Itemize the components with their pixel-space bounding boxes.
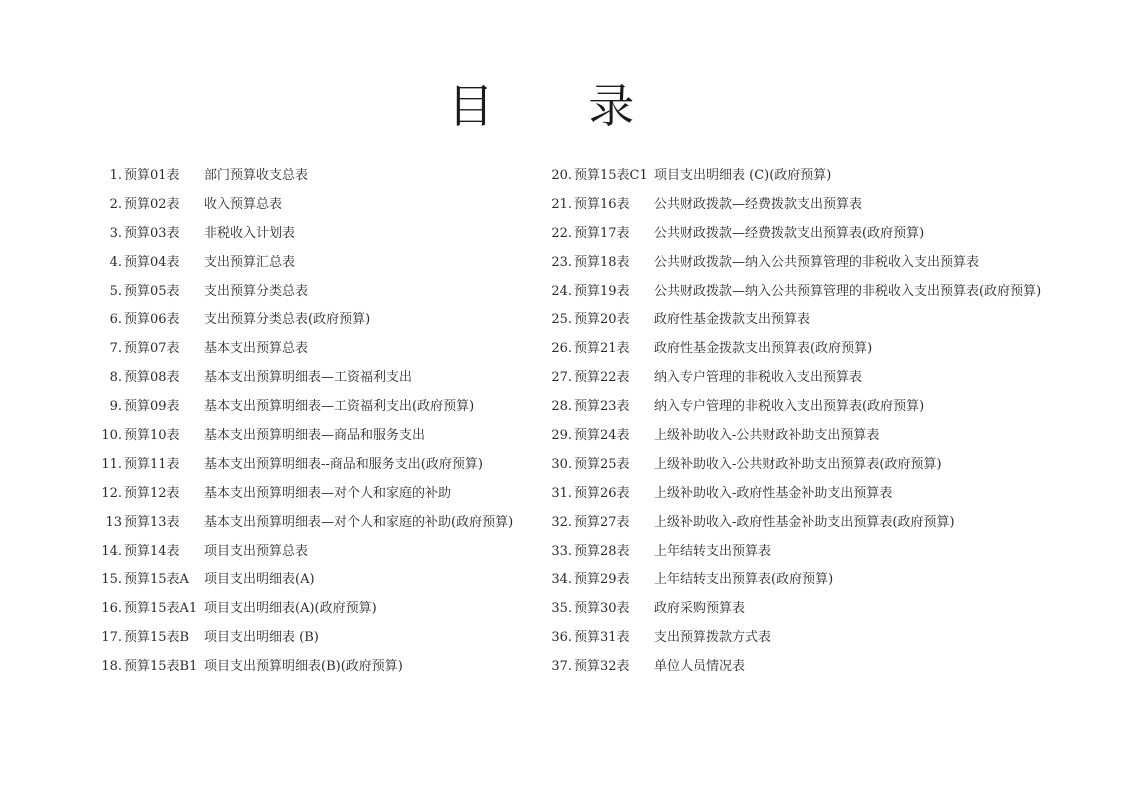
toc-table-title: 支出预算拨款方式表 bbox=[654, 630, 772, 646]
toc-table-title: 纳入专户管理的非税收入支出预算表(政府预算) bbox=[654, 399, 925, 415]
toc-entry bbox=[548, 364, 1041, 393]
toc-table-code: 预算15表C1 bbox=[574, 168, 648, 183]
toc-table-code: 预算26表 bbox=[574, 485, 630, 501]
toc-table-code: 预算31表 bbox=[574, 630, 630, 646]
toc-number: 2. bbox=[109, 196, 122, 212]
toc-entry bbox=[548, 422, 1041, 451]
toc-number: 24. bbox=[551, 283, 572, 299]
toc-table-code: 预算08表 bbox=[124, 370, 180, 386]
toc-number: 5. bbox=[109, 283, 122, 299]
toc-table-title: 支出预算汇总表 bbox=[204, 254, 296, 270]
toc-entry bbox=[97, 566, 513, 595]
toc-table-code: 预算14表 bbox=[124, 543, 180, 559]
toc-table-title: 政府性基金拨款支出预算表(政府预算) bbox=[654, 341, 873, 357]
toc-number: 4. bbox=[109, 254, 122, 270]
toc-entry bbox=[548, 653, 1041, 682]
toc-table-title: 项目支出明细表 (B) bbox=[204, 630, 319, 646]
toc-table-title: 基本支出预算明细表—工资福利支出(政府预算) bbox=[204, 399, 475, 415]
toc-table-code: 预算02表 bbox=[124, 196, 180, 212]
toc-entry bbox=[97, 422, 513, 451]
toc-table-title: 基本支出预算明细表—商品和服务支出 bbox=[204, 428, 426, 444]
toc-table-title: 收入预算总表 bbox=[204, 196, 283, 212]
toc-table-title: 基本支出预算明细表--商品和服务支出(政府预算) bbox=[204, 456, 483, 472]
toc-entry bbox=[548, 509, 1041, 538]
toc-entry bbox=[97, 335, 513, 364]
toc-table-code: 预算23表 bbox=[574, 399, 630, 415]
toc-entry bbox=[548, 624, 1041, 653]
toc-table-code: 预算27表 bbox=[574, 514, 630, 530]
toc-table-code: 预算15表B bbox=[124, 630, 190, 646]
toc-number: 22. bbox=[551, 225, 572, 241]
toc-table-code: 预算13表 bbox=[124, 514, 180, 530]
toc-table-title: 非税收入计划表 bbox=[204, 225, 296, 241]
toc-table-title: 单位人员情况表 bbox=[654, 659, 746, 675]
toc-table-code: 预算20表 bbox=[574, 312, 630, 328]
toc-table-title: 项目支出明细表(A) bbox=[204, 572, 315, 588]
toc-number: 13 bbox=[105, 514, 122, 530]
toc-number: 3. bbox=[109, 225, 122, 241]
toc-table-code: 预算22表 bbox=[574, 370, 630, 386]
toc-table-code: 预算30表 bbox=[574, 601, 630, 617]
toc-table-code: 预算24表 bbox=[574, 428, 630, 444]
toc-entry bbox=[97, 451, 513, 480]
toc-table-title: 上级补助收入-公共财政补助支出预算表(政府预算) bbox=[654, 456, 942, 472]
toc-table-code: 预算01表 bbox=[124, 168, 180, 183]
toc-table-title: 上年结转支出预算表(政府预算) bbox=[654, 572, 834, 588]
toc-number: 18. bbox=[101, 659, 122, 675]
toc-table-code: 预算12表 bbox=[124, 485, 180, 501]
toc-number: 29. bbox=[551, 428, 572, 444]
toc-number: 7. bbox=[109, 341, 122, 357]
toc-number: 32. bbox=[551, 514, 572, 530]
toc-number: 17. bbox=[101, 630, 122, 646]
toc-table-code: 预算15表A bbox=[124, 572, 189, 588]
toc-entry bbox=[548, 335, 1041, 364]
toc-entry bbox=[97, 162, 513, 191]
toc-number: 26. bbox=[551, 341, 572, 357]
toc-number: 34. bbox=[551, 572, 572, 588]
toc-table-title: 基本支出预算总表 bbox=[204, 341, 309, 357]
toc-table-title: 政府采购预算表 bbox=[654, 601, 746, 617]
toc-table-title: 上级补助收入-政府性基金补助支出预算表(政府预算) bbox=[654, 514, 955, 530]
toc-table-title: 纳入专户管理的非税收入支出预算表 bbox=[654, 370, 863, 386]
toc-table-title: 项目支出明细表(A)(政府预算) bbox=[204, 601, 377, 617]
toc-number: 11. bbox=[101, 456, 122, 472]
toc-table-code: 预算18表 bbox=[574, 254, 630, 270]
toc-table-code: 预算10表 bbox=[124, 428, 180, 444]
toc-entry bbox=[548, 249, 1041, 278]
toc-table-title: 项目支出明细表 (C)(政府预算) bbox=[654, 168, 832, 183]
toc-number: 20. bbox=[551, 168, 572, 183]
toc-entry bbox=[97, 191, 513, 220]
toc-number: 31. bbox=[551, 485, 572, 501]
toc-table-code: 预算15表A1 bbox=[124, 601, 198, 617]
toc-number: 8. bbox=[109, 370, 122, 386]
toc-table-title: 公共财政拨款—纳入公共预算管理的非税收入支出预算表(政府预算) bbox=[654, 283, 1042, 299]
toc-table-code: 预算11表 bbox=[124, 456, 180, 472]
toc-entry bbox=[97, 393, 513, 422]
toc-table-code: 预算09表 bbox=[124, 399, 180, 415]
toc-number: 15. bbox=[101, 572, 122, 588]
toc-table-code: 预算16表 bbox=[574, 196, 630, 212]
toc-table-title: 项目支出预算明细表(B)(政府预算) bbox=[204, 659, 403, 675]
toc-entry bbox=[548, 306, 1041, 335]
toc-number: 30. bbox=[551, 456, 572, 472]
toc-number: 14. bbox=[101, 543, 122, 559]
toc-table-title: 支出预算分类总表 bbox=[204, 283, 309, 299]
toc-entry bbox=[97, 306, 513, 335]
toc-table-code: 预算07表 bbox=[124, 341, 180, 357]
toc-table-code: 预算06表 bbox=[124, 312, 180, 328]
toc-table-code: 预算32表 bbox=[574, 659, 630, 675]
toc-entry bbox=[97, 480, 513, 509]
toc-number: 21. bbox=[551, 196, 572, 212]
toc-table-title: 上级补助收入-政府性基金补助支出预算表 bbox=[654, 485, 893, 501]
toc-table-title: 基本支出预算明细表—对个人和家庭的补助 bbox=[204, 485, 452, 501]
toc-table-title: 公共财政拨款—经费拨款支出预算表(政府预算) bbox=[654, 225, 925, 241]
toc-entry bbox=[548, 451, 1041, 480]
toc-left-column bbox=[97, 162, 513, 682]
toc-entry bbox=[97, 595, 513, 624]
toc-table-code: 预算03表 bbox=[124, 225, 180, 241]
toc-table-code: 预算28表 bbox=[574, 543, 630, 559]
toc-entry bbox=[97, 249, 513, 278]
toc-number: 28. bbox=[551, 399, 572, 415]
toc-table-code: 预算05表 bbox=[124, 283, 180, 299]
toc-entry bbox=[97, 624, 513, 653]
toc-number: 37. bbox=[551, 659, 572, 675]
toc-number: 16. bbox=[101, 601, 122, 617]
toc-entry bbox=[97, 653, 513, 682]
toc-number: 36. bbox=[551, 630, 572, 646]
toc-entry bbox=[548, 191, 1041, 220]
toc-right-column bbox=[548, 162, 1041, 682]
toc-table-title: 支出预算分类总表(政府预算) bbox=[204, 312, 371, 328]
toc-entry bbox=[97, 538, 513, 567]
toc-entry bbox=[97, 509, 513, 538]
toc-entry bbox=[548, 220, 1041, 249]
toc-entry bbox=[548, 393, 1041, 422]
toc-table-title: 基本支出预算明细表—对个人和家庭的补助(政府预算) bbox=[204, 514, 514, 530]
toc-number: 25. bbox=[551, 312, 572, 328]
page-title: 目 录 bbox=[447, 79, 675, 133]
toc-entry bbox=[548, 162, 1041, 191]
toc-table-title: 公共财政拨款—纳入公共预算管理的非税收入支出预算表 bbox=[654, 254, 980, 270]
toc-number: 6. bbox=[109, 312, 122, 328]
toc-entry bbox=[548, 278, 1041, 307]
toc-table-title: 项目支出预算总表 bbox=[204, 543, 309, 559]
toc-entry bbox=[548, 566, 1041, 595]
toc-table-title: 公共财政拨款—经费拨款支出预算表 bbox=[654, 196, 863, 212]
toc-table-code: 预算25表 bbox=[574, 456, 630, 472]
toc-table-title: 部门预算收支总表 bbox=[204, 168, 309, 183]
toc-number: 35. bbox=[551, 601, 572, 617]
toc-number: 27. bbox=[551, 370, 572, 386]
toc-table-code: 预算19表 bbox=[574, 283, 630, 299]
toc-table-title: 政府性基金拨款支出预算表 bbox=[654, 312, 811, 328]
toc-number: 33. bbox=[551, 543, 572, 559]
toc-number: 10. bbox=[101, 428, 122, 444]
toc-table-code: 预算17表 bbox=[574, 225, 630, 241]
toc-entry bbox=[97, 220, 513, 249]
toc-number: 9. bbox=[109, 399, 122, 415]
toc-table-title: 上年结转支出预算表 bbox=[654, 543, 772, 559]
toc-number: 12. bbox=[101, 485, 122, 501]
toc-entry bbox=[97, 364, 513, 393]
toc-entry bbox=[548, 595, 1041, 624]
toc-table-title: 基本支出预算明细表—工资福利支出 bbox=[204, 370, 413, 386]
toc-number: 23. bbox=[551, 254, 572, 270]
toc-table-code: 预算15表B1 bbox=[124, 659, 198, 675]
toc-table-code: 预算04表 bbox=[124, 254, 180, 270]
toc-entry bbox=[97, 278, 513, 307]
toc-table-code: 预算21表 bbox=[574, 341, 630, 357]
toc-table-code: 预算29表 bbox=[574, 572, 630, 588]
toc-entry bbox=[548, 538, 1041, 567]
toc-entry bbox=[548, 480, 1041, 509]
toc-number: 1. bbox=[109, 168, 122, 183]
toc-table-title: 上级补助收入-公共财政补助支出预算表 bbox=[654, 428, 880, 444]
